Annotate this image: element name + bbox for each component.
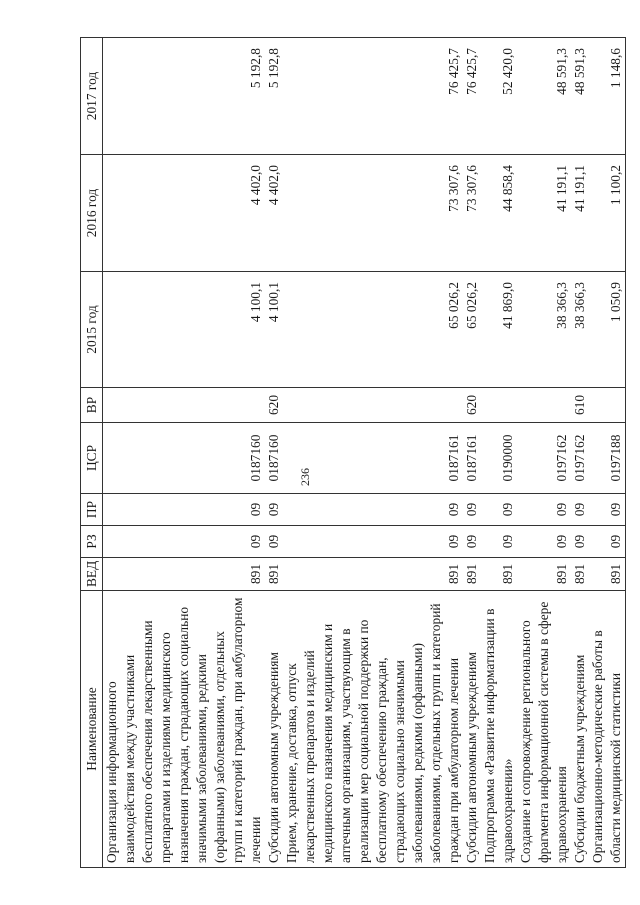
row-vr (517, 388, 571, 423)
table-row (103, 38, 266, 868)
row-2017: 76 425,7 (283, 38, 463, 155)
row-ved: 891 (283, 558, 463, 591)
row-name: Субсидии автономным учреждениям (463, 591, 481, 868)
row-vr (589, 388, 626, 423)
row-csr: 0190000 (481, 423, 517, 494)
row-ved: 891 (103, 558, 266, 591)
table-row (571, 38, 589, 868)
row-ved: 891 (571, 558, 589, 591)
row-2016: 1 100,2 (589, 155, 626, 272)
row-vr: 620 (463, 388, 481, 423)
row-pr: 09 (481, 494, 517, 526)
header-csr: ЦСР (81, 423, 103, 494)
row-ved: 891 (265, 558, 283, 591)
row-vr: 610 (571, 388, 589, 423)
row-2016: 41 191,1 (517, 155, 571, 272)
header-vr: ВР (81, 388, 103, 423)
row-rz: 09 (589, 526, 626, 558)
row-2015: 4 100,1 (103, 272, 266, 388)
table-row (589, 38, 626, 868)
row-rz: 09 (265, 526, 283, 558)
header-2016: 2016 год (81, 155, 103, 272)
row-name: Подпрограмма «Развитие информатизации в здравоохранении» (481, 591, 517, 868)
table-row (283, 38, 463, 868)
header-2017: 2017 год (81, 38, 103, 155)
row-2016: 44 858,4 (481, 155, 517, 272)
row-pr: 09 (517, 494, 571, 526)
row-name: Прием, хранение, доставка, отпуск лекарственных препаратов и изделий медицинского назначения медицинским и аптечным организациям, участвующим в реализации мер социальной поддержки по бесплатному обеспечению граждан, страдающих социально значимыми заболеваниями, редкими (орфанными) заболеваниями, отдельных групп и категорий граждан при амбулаторном лечении (283, 591, 463, 868)
row-2015: 1 050,9 (589, 272, 626, 388)
row-2017: 48 591,3 (517, 38, 571, 155)
row-2016: 4 402,0 (265, 155, 283, 272)
row-name: Субсидии бюджетным учреждениям (571, 591, 589, 868)
table-row (265, 38, 283, 868)
header-rz: РЗ (81, 526, 103, 558)
row-rz: 09 (283, 526, 463, 558)
row-rz: 09 (517, 526, 571, 558)
row-csr: 0187161 (283, 423, 463, 494)
row-pr: 09 (103, 494, 266, 526)
row-2017: 5 192,8 (103, 38, 266, 155)
header-pr: ПР (81, 494, 103, 526)
row-name: Создание и сопровождение регионального фрагмента информационной системы в сфере здравоохранения (517, 591, 571, 868)
budget-table (80, 37, 626, 868)
row-ved: 891 (517, 558, 571, 591)
header-ved: ВЕД (81, 558, 103, 591)
row-2016: 73 307,6 (463, 155, 481, 272)
row-2017: 5 192,8 (265, 38, 283, 155)
row-2017: 1 148,6 (589, 38, 626, 155)
row-csr: 0187160 (265, 423, 283, 494)
budget-table-page (80, 38, 623, 868)
row-vr (481, 388, 517, 423)
header-2015: 2015 год (81, 272, 103, 388)
row-csr: 0197188 (589, 423, 626, 494)
row-pr: 09 (265, 494, 283, 526)
row-ved: 891 (463, 558, 481, 591)
row-name: Организация информационного взаимодействия между участниками бесплатного обеспечения лекарственными препаратами и изделиями медицинского назначения граждан, страдающих социально значимыми заболеваниями, редкими (орфанными) заболеваниями, отдельных групп и категорий граждан, при амбулаторном лечении (103, 591, 266, 868)
row-vr (103, 388, 266, 423)
row-name: Субсидии автономным учреждениям (265, 591, 283, 868)
row-rz: 09 (481, 526, 517, 558)
row-2015: 41 869,0 (481, 272, 517, 388)
row-rz: 09 (463, 526, 481, 558)
row-pr: 09 (571, 494, 589, 526)
table-row (481, 38, 517, 868)
row-2016: 41 191,1 (571, 155, 589, 272)
row-2016: 73 307,6 (283, 155, 463, 272)
row-vr: 620 (265, 388, 283, 423)
row-pr: 09 (589, 494, 626, 526)
row-2016: 4 402,0 (103, 155, 266, 272)
row-csr: 0197162 (571, 423, 589, 494)
row-ved: 891 (481, 558, 517, 591)
header-name: Наименование (81, 591, 103, 868)
row-ved: 891 (589, 558, 626, 591)
row-2017: 48 591,3 (571, 38, 589, 155)
row-2017: 76 425,7 (463, 38, 481, 155)
row-csr: 0197162 (517, 423, 571, 494)
row-vr (283, 388, 463, 423)
row-name: Организационно-методические работы в области медицинской статистики (589, 591, 626, 868)
table-row (463, 38, 481, 868)
table-header-row (81, 38, 103, 868)
row-pr: 09 (463, 494, 481, 526)
page-number: 236 (298, 468, 312, 486)
row-2015: 38 366,3 (571, 272, 589, 388)
row-2015: 65 026,2 (463, 272, 481, 388)
row-2015: 4 100,1 (265, 272, 283, 388)
row-rz: 09 (103, 526, 266, 558)
row-2015: 65 026,2 (283, 272, 463, 388)
row-csr: 0187160 (103, 423, 266, 494)
row-2017: 52 420,0 (481, 38, 517, 155)
row-pr: 09 (283, 494, 463, 526)
row-csr: 0187161 (463, 423, 481, 494)
row-2015: 38 366,3 (517, 272, 571, 388)
row-rz: 09 (571, 526, 589, 558)
table-row (517, 38, 571, 868)
